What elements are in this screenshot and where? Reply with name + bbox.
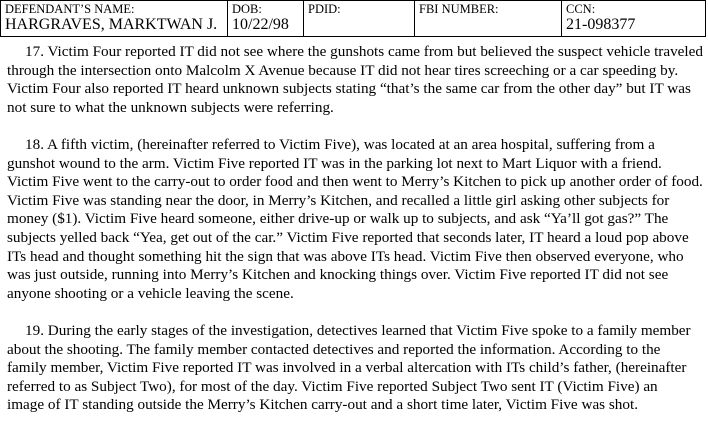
dob-label: DOB: xyxy=(232,2,262,16)
dob-value: 10/22/98 xyxy=(232,16,289,33)
paragraph-17 xyxy=(7,43,703,117)
ccn-value: 21-098377 xyxy=(566,16,636,33)
paragraph-line: image of IT standing outside the Merry’s Kitchen carry-out and a short time later, Victim Five was shot. xyxy=(7,396,639,414)
paragraph-line: through the intersection onto Malcolm X Avenue because IT did not hear tires screeching or a car speeding by. xyxy=(7,61,679,79)
paragraph-line: Victim Five went to the carry-out to order food and then went to Merry’s Kitchen to pick up another order of food. xyxy=(7,173,703,191)
paragraph-line: 17. Victim Four reported IT did not see where the gunshots came from but believed the suspect vehicle traveled xyxy=(25,43,703,60)
dob-cell xyxy=(228,1,304,36)
statement-body xyxy=(7,43,703,433)
pdid-label: PDID: xyxy=(308,2,341,16)
defendant-name-label: DEFENDANT’S NAME: xyxy=(5,2,135,16)
paragraph-line: family member, Victim Five reported IT was involved in a verbal altercation with ITs child’s father, (hereinafter xyxy=(7,359,687,377)
fbi-number-cell xyxy=(415,1,562,36)
paragraph-line: referred to as Subject Two), for most of the day. Victim Five reported Subject Two sent IT (Victim Five) an xyxy=(7,377,658,395)
paragraph-line: gunshot wound to the arm. Victim Five reported IT was in the parking lot next to Mart Liquor with a friend. xyxy=(7,154,662,172)
paragraph-line: 19. During the early stages of the investigation, detectives learned that Victim Five spoke to a family member xyxy=(25,321,691,339)
paragraph-line: 18. A fifth victim, (hereinafter referred to Victim Five), was located at an area hospital, suffering from a xyxy=(25,135,655,153)
ccn-label: CCN: xyxy=(566,2,596,16)
paragraph-line: ITs head and thought something hit the sign that was above ITs head. Victim Five then observed everyone, who xyxy=(7,247,684,265)
ccn-cell xyxy=(562,1,705,36)
fbi-number-label: FBI NUMBER: xyxy=(419,2,499,16)
case-header-table xyxy=(0,0,706,37)
defendant-name-value: HARGRAVES, MARKTWAN J. xyxy=(5,16,218,33)
paragraph-line: Victim Five was standing near the door, in Merry’s Kitchen, and recalled a little girl asking other subjects for xyxy=(7,191,670,209)
paragraph-line: anyone shooting or a vehicle leaving the scene. xyxy=(7,284,294,302)
paragraph-line: Victim Four also reported IT heard unknown subjects stating “that’s the same car from the other day” but IT was xyxy=(7,80,691,98)
paragraph-line: subjects yelled back “Yea, get out of the car.” Victim Five reported that seconds later, IT heard a loud pop above xyxy=(7,228,689,246)
paragraph-line: money ($1). Victim Five heard someone, either drive-up or walk up to subjects, and ask “Ya’ll got gas?” The xyxy=(7,210,669,228)
paragraph-line: was just outside, running into Merry’s Kitchen and knocking things over. Victim Five reported IT did not see xyxy=(7,266,669,284)
paragraph-line: about the shooting. The family member contacted detectives and reported the information. According to the xyxy=(7,340,661,358)
paragraph-line: not sure to what the unknown subjects were referring. xyxy=(7,98,334,116)
defendant-name-cell xyxy=(1,1,228,36)
paragraph-19 xyxy=(7,322,703,415)
paragraph-18 xyxy=(7,136,703,303)
pdid-cell xyxy=(304,1,415,36)
